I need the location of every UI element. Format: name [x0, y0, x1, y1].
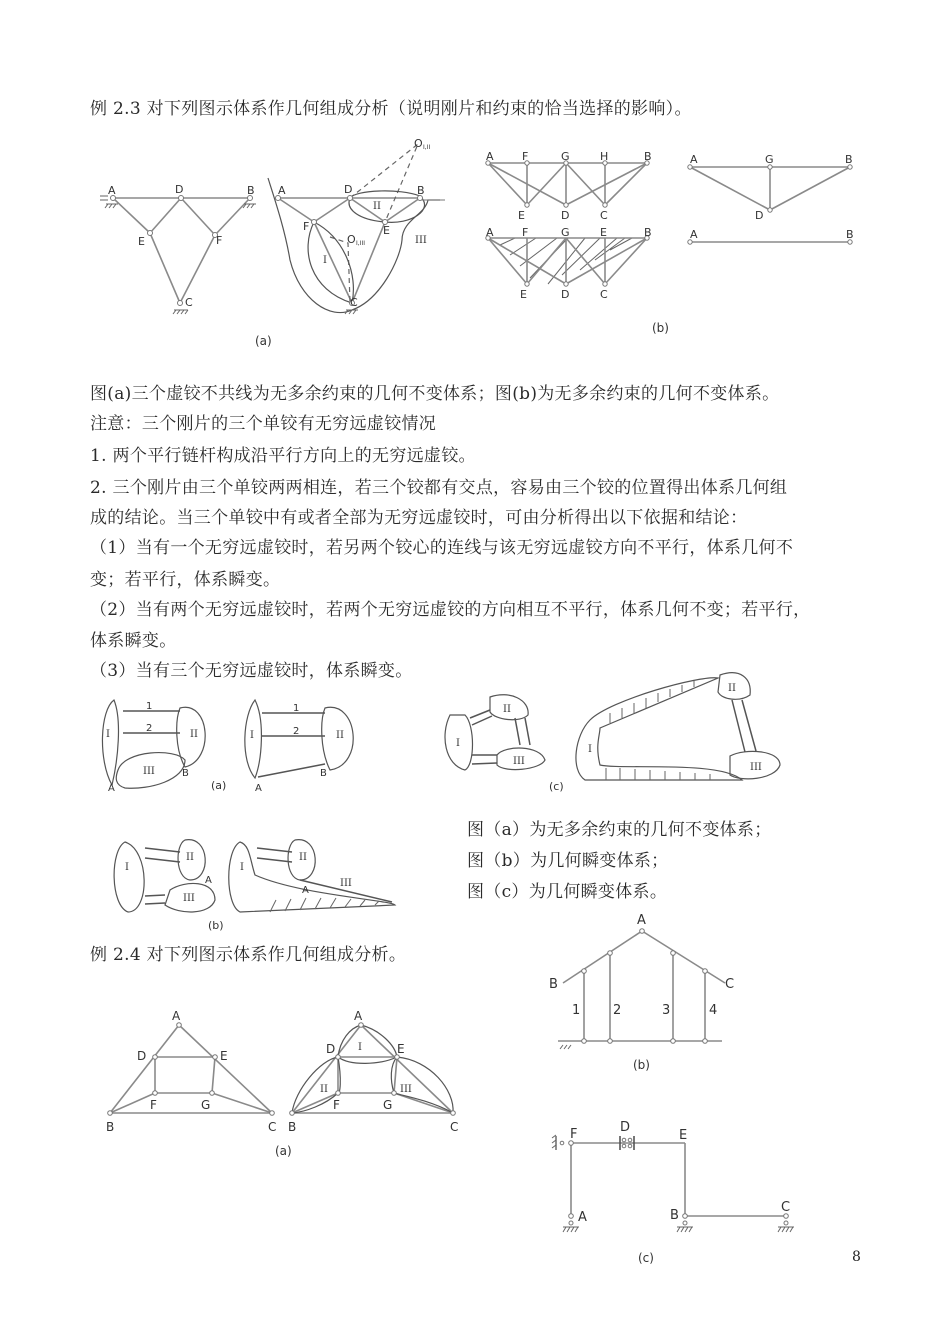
diagram-label: II [336, 730, 344, 741]
case-2-cont: 体系瞬变。 [90, 631, 177, 651]
diagram-label: III [340, 878, 352, 889]
hinge-node [569, 1221, 573, 1225]
diagram-label: E [397, 1042, 405, 1056]
diagram-label: G [765, 153, 774, 166]
diagram-label: F [522, 150, 529, 163]
figure-2-3-a-caption: (a) [255, 334, 272, 348]
diagram-label: 2 [293, 726, 300, 737]
diagram-label: B [106, 1120, 115, 1134]
hinge-node [683, 1221, 687, 1225]
diagram-label: II [320, 1084, 328, 1095]
figure-2-4-b-caption: (b) [633, 1058, 650, 1072]
diagram-label: E [220, 1049, 228, 1063]
diagram-label: I [588, 744, 592, 755]
diagram-stroke [778, 1227, 794, 1232]
item-1: 1. 两个平行链杆构成沿平行方向上的无穷远虚铰。 [90, 446, 476, 466]
diagram-label: III [143, 766, 155, 777]
diagram-label: C [268, 1120, 277, 1134]
node-label: F [216, 234, 223, 247]
diagram-label: F [522, 226, 529, 239]
hinge-node [628, 1138, 632, 1142]
diagram-label: C [600, 288, 608, 301]
diagram-label: II [728, 683, 736, 694]
figure-2-4-c-caption: (c) [638, 1251, 654, 1265]
hinge-node [622, 1144, 626, 1148]
diagram-label: F [303, 220, 310, 233]
diagram-label: (b) [208, 919, 224, 932]
diagram-label: A [255, 783, 262, 794]
diagram-label: B [288, 1120, 297, 1134]
diagram-label: III [513, 756, 525, 767]
diagram-label: I [240, 862, 244, 873]
diagram-label: H [600, 150, 609, 163]
result-a: 图（a）为无多余约束的几何不变体系； [467, 820, 772, 840]
diagram-label: I [358, 1042, 362, 1053]
node-label: A [108, 184, 116, 197]
diagram-label: I,II [423, 144, 431, 151]
diagram-stroke [563, 1227, 579, 1232]
diagram-label: II [373, 201, 381, 212]
diagram-label: C [450, 1120, 459, 1134]
diagram-label: F [150, 1098, 157, 1112]
diagram-label: F [570, 1127, 578, 1142]
diagram-label: E [518, 209, 525, 222]
diagram-label: III [415, 235, 427, 246]
diagram-label: II [186, 852, 194, 863]
diagram-label: A [278, 184, 286, 197]
diagram-label: E [600, 226, 607, 239]
diagram-label: 4 [709, 1003, 718, 1018]
diagram-label: D [620, 1120, 631, 1135]
diagram-label: A [108, 783, 115, 794]
result-c: 图（c）为几何瞬变体系。 [467, 882, 668, 902]
result-b: 图（b）为几何瞬变体系； [467, 851, 669, 871]
diagram-stroke [677, 1227, 693, 1232]
diagram-label: E [520, 288, 527, 301]
diagram-label: (c) [549, 780, 564, 793]
diagram-label: C [725, 977, 735, 992]
diagram-label: A [354, 1009, 363, 1023]
diagram-label: B [644, 226, 652, 239]
diagram-label: G [383, 1098, 393, 1112]
hinge-node [628, 1144, 632, 1148]
diagram-label: 1 [293, 703, 300, 714]
diagram-label: II [503, 704, 511, 715]
diagram-label: A [578, 1210, 587, 1225]
node-label: C [185, 296, 193, 309]
diagram-label: B [644, 150, 652, 163]
hinge-node [569, 1214, 574, 1219]
diagram-label: E [383, 224, 390, 237]
diagram-label: III [400, 1084, 412, 1095]
diagram-label: B [845, 153, 853, 166]
figure-2-4-a-caption: (a) [275, 1144, 292, 1158]
diagram-label: E [679, 1128, 688, 1143]
diagram-label: D [344, 183, 353, 196]
diagram-label: III [183, 893, 195, 904]
diagram-label: C [600, 209, 608, 222]
diagram-label: B [320, 768, 327, 779]
example-2-4-title: 例 2.4 对下列图示体系作几何组成分析。 [90, 945, 407, 965]
diagram-label: A [205, 875, 212, 886]
diagram-label: I [250, 730, 254, 741]
diagram-label: I [323, 255, 327, 266]
diagram-label: B [846, 228, 854, 241]
case-1: （1）当有一个无穷远虚铰时，若另两个铰心的连线与该无穷远虚铰方向不平行，体系几何不 [90, 538, 794, 558]
diagram-label: I [106, 729, 110, 740]
diagram-label: II [190, 729, 198, 740]
diagram-label: B [182, 768, 189, 779]
diagram-label: (a) [211, 779, 227, 792]
case-1-cont: 变；若平行，体系瞬变。 [90, 570, 281, 590]
diagram-label: D [561, 288, 570, 301]
figure-2-3-b-caption: (b) [652, 321, 669, 335]
diagram-label: D [755, 209, 764, 222]
item-2: 2. 三个刚片由三个单铰两两相连，若三个铰都有交点，容易由三个铰的位置得出体系几何组 [90, 478, 788, 498]
diagram-label: G [561, 150, 570, 163]
diagram-label: II [299, 852, 307, 863]
diagram-label: C [350, 296, 358, 309]
node-label: D [175, 183, 184, 196]
page-number: 8 [852, 1249, 861, 1265]
diagram-label: I [456, 738, 460, 749]
diagram-label: A [302, 885, 309, 896]
diagram-label: F [333, 1098, 340, 1112]
diagram-label: D [137, 1049, 147, 1063]
diagram-label: I,III [356, 240, 365, 247]
diagram-label: I [125, 862, 129, 873]
diagram-label: D [561, 209, 570, 222]
node-label: B [247, 184, 255, 197]
node-label: E [138, 235, 145, 248]
diagram-label: 3 [662, 1003, 671, 1018]
diagram-label: A [486, 226, 494, 239]
diagram-label: A [690, 153, 698, 166]
item-2-cont: 成的结论。当三个单铰中有或者全部为无穷远虚铰时，可由分析得出以下依据和结论： [90, 508, 748, 528]
hinge-node [784, 1221, 788, 1225]
conclusion-line: 图(a)三个虚铰不共线为无多余约束的几何不变体系；图(b)为无多余约束的几何不变体系。 [90, 384, 780, 404]
diagram-label: 1 [572, 1003, 581, 1018]
diagram-label: G [201, 1098, 211, 1112]
hinge-node [622, 1138, 626, 1142]
hinge-node [683, 1214, 688, 1219]
diagram-label: A [172, 1009, 181, 1023]
diagram-label: O [347, 233, 356, 246]
case-2: （2）当有两个无穷远虚铰时，若两个无穷远虚铰的方向相互不平行，体系几何不变；若平行， [90, 600, 811, 620]
diagram-label: B [549, 977, 558, 992]
diagram-label: 1 [146, 701, 153, 712]
hinge-node [560, 1141, 564, 1145]
diagram-label: A [637, 913, 646, 928]
note-line: 注意：三个刚片的三个单铰有无穷远虚铰情况 [90, 414, 436, 434]
diagram-label: B [417, 184, 425, 197]
diagram-label: A [486, 150, 494, 163]
diagram-label: III [750, 762, 762, 773]
diagram-label: A [690, 228, 698, 241]
diagram-label: O [414, 137, 423, 150]
diagram-label: 2 [146, 723, 153, 734]
diagram-label: C [781, 1200, 791, 1215]
example-2-3-title: 例 2.3 对下列图示体系作几何组成分析（说明刚片和约束的恰当选择的影响）。 [90, 99, 692, 119]
diagram-label: D [326, 1042, 336, 1056]
diagram-label: G [561, 226, 570, 239]
diagram-label: B [670, 1208, 679, 1223]
diagram-label: 2 [613, 1003, 622, 1018]
case-3: （3）当有三个无穷远虚铰时，体系瞬变。 [90, 661, 413, 681]
